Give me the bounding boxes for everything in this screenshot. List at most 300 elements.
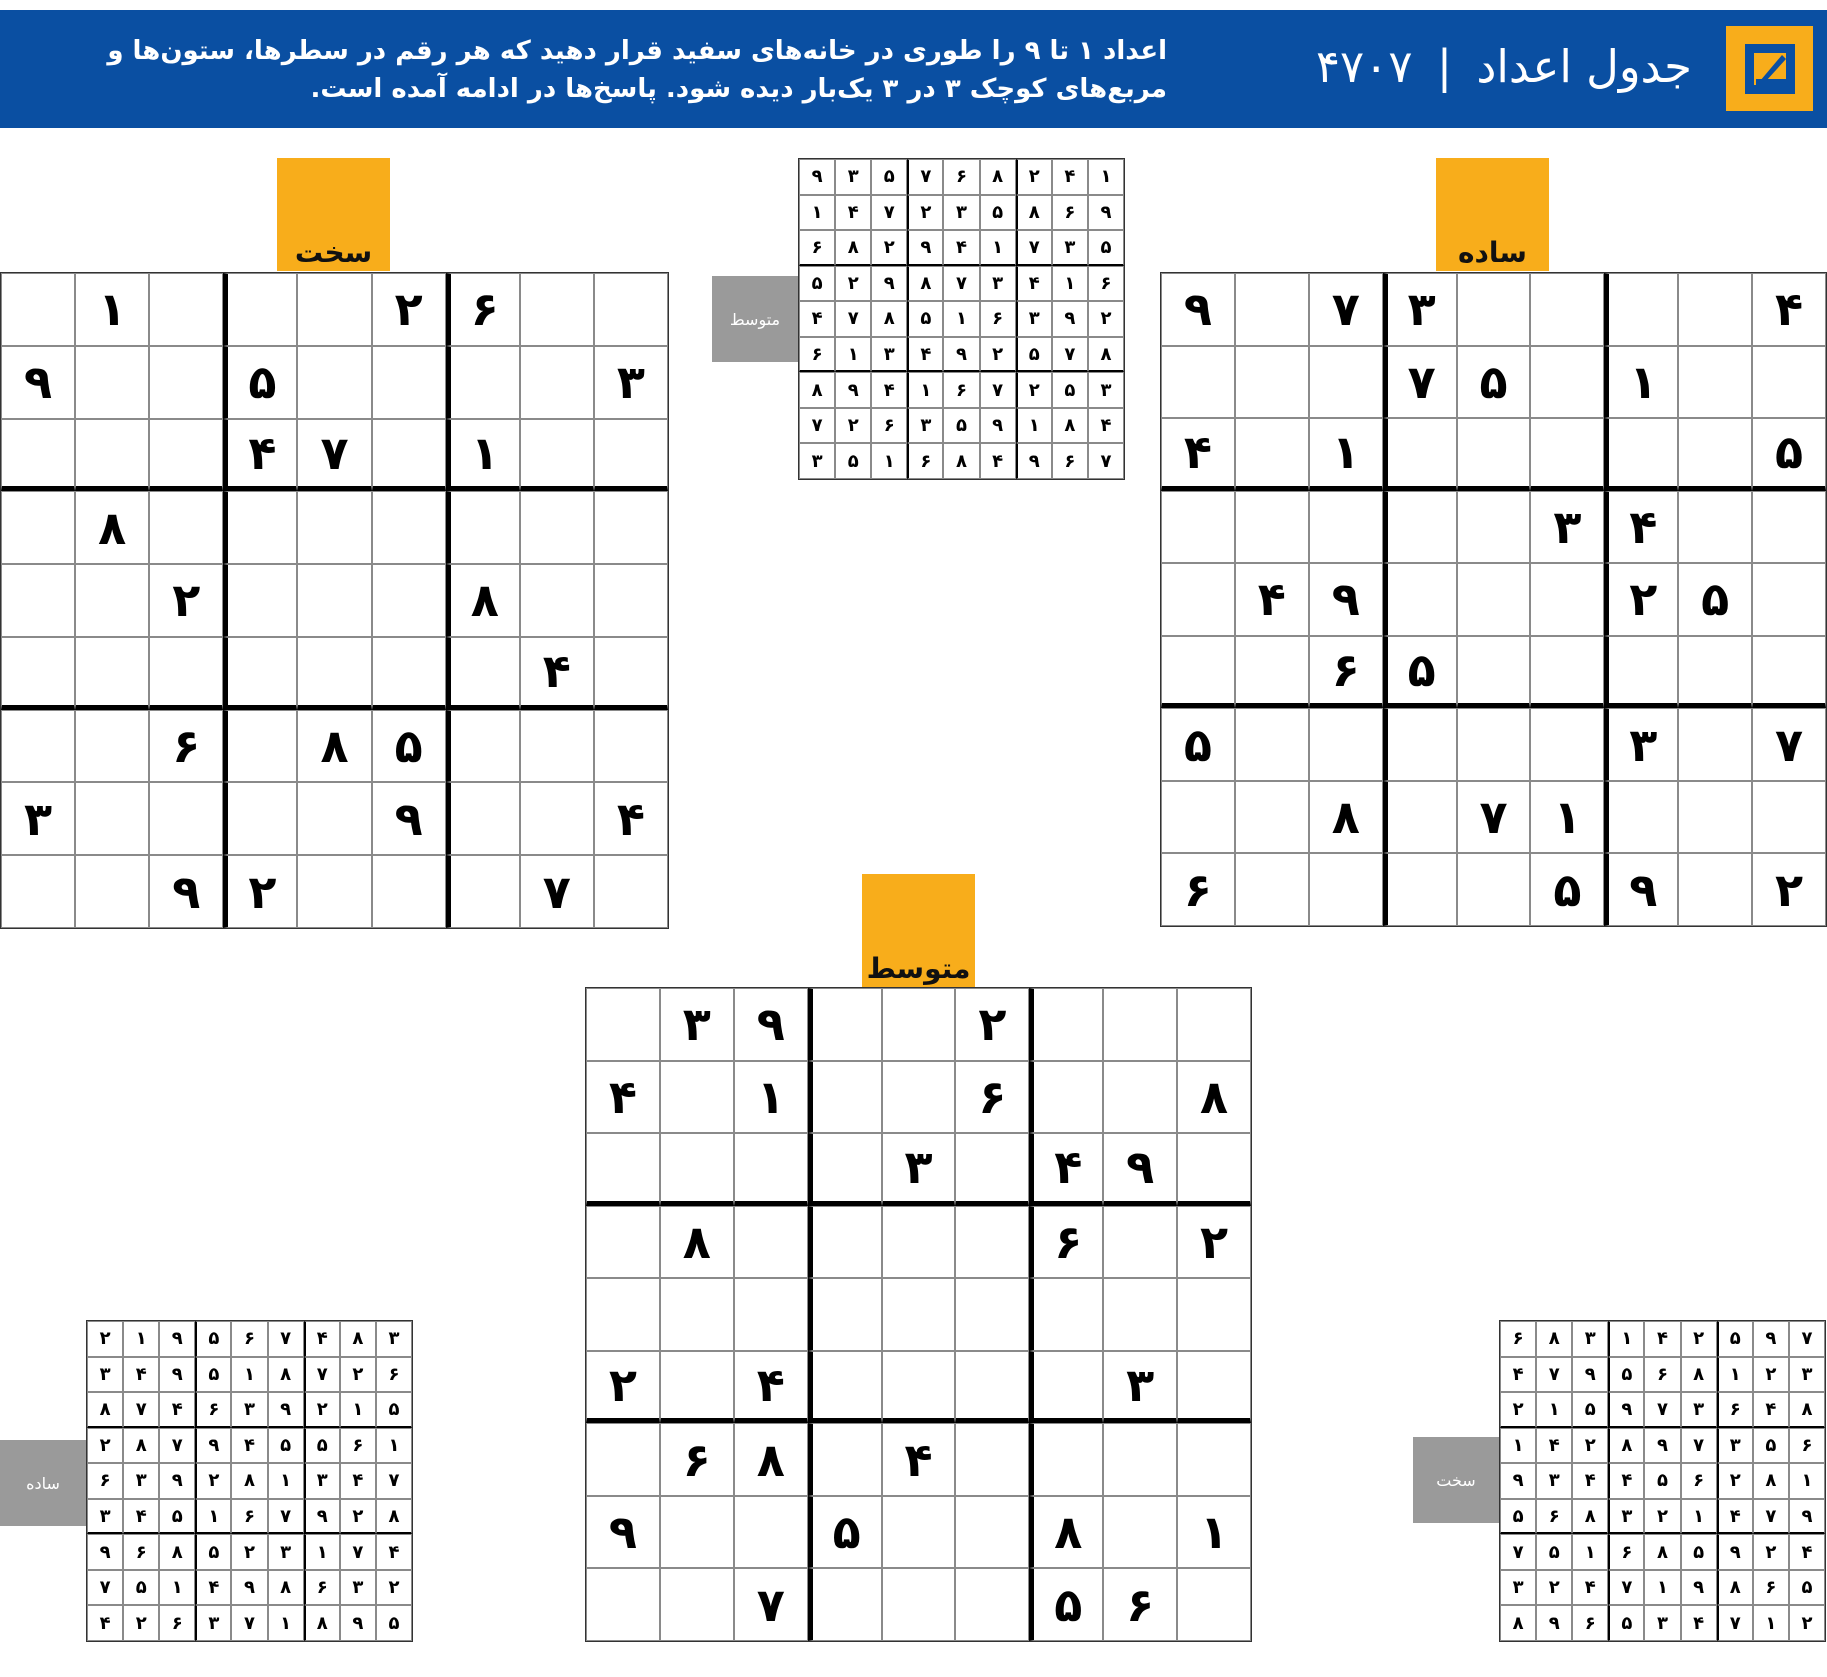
sudoku-cell xyxy=(1530,346,1604,419)
sudoku-cell: ۲ xyxy=(1753,1357,1789,1393)
sudoku-cell: ۸ xyxy=(980,159,1016,195)
sudoku-cell xyxy=(734,1278,808,1351)
sudoku-cell: ۶ xyxy=(1681,1463,1717,1499)
sudoku-cell: ۷ xyxy=(1717,1605,1753,1641)
title-text: جدول اعداد xyxy=(1476,40,1692,93)
sudoku-cell: ۶ xyxy=(943,159,979,195)
sudoku-cell: ۴ xyxy=(1500,1357,1536,1393)
sudoku-cell: ۲ xyxy=(1016,159,1052,195)
sudoku-cell: ۸ xyxy=(1177,1061,1251,1134)
sudoku-cell: ۱ xyxy=(799,195,835,231)
sudoku-cell: ۳ xyxy=(943,195,979,231)
sudoku-cell: ۵ xyxy=(123,1570,159,1606)
sudoku-cell: ۴ xyxy=(1235,563,1309,636)
sudoku-cell: ۴ xyxy=(1644,1321,1680,1357)
sudoku-cell: ۶ xyxy=(1753,1570,1789,1606)
sudoku-cell: ۲ xyxy=(1717,1463,1753,1499)
sudoku-cell xyxy=(1,491,75,564)
sudoku-cell xyxy=(223,564,297,637)
sudoku-cell: ۳ xyxy=(1383,273,1457,346)
sudoku-cell: ۴ xyxy=(223,419,297,492)
sudoku-cell: ۷ xyxy=(835,301,871,337)
sudoku-cell: ۴ xyxy=(1608,1463,1644,1499)
sudoku-cell: ۲ xyxy=(1500,1392,1536,1428)
sudoku-cell: ۷ xyxy=(1681,1428,1717,1464)
medium-puzzle-tab: متوسط xyxy=(862,874,975,987)
sudoku-cell xyxy=(1457,563,1531,636)
sudoku-cell: ۵ xyxy=(1789,1570,1825,1606)
hard-sudoku-grid xyxy=(0,272,669,929)
sudoku-cell: ۲ xyxy=(340,1499,376,1535)
sudoku-cell: ۷ xyxy=(907,159,943,195)
sudoku-cell xyxy=(1678,491,1752,564)
sudoku-cell: ۹ xyxy=(1604,853,1678,926)
sudoku-cell: ۲ xyxy=(1536,1570,1572,1606)
sudoku-cell xyxy=(882,1061,956,1134)
sudoku-cell: ۵ xyxy=(376,1605,412,1641)
sudoku-cell: ۳ xyxy=(268,1534,304,1570)
sudoku-cell: ۸ xyxy=(1500,1605,1536,1641)
sudoku-cell: ۹ xyxy=(1,346,75,419)
sudoku-cell: ۹ xyxy=(159,1463,195,1499)
sudoku-cell: ۹ xyxy=(304,1499,340,1535)
sudoku-cell: ۹ xyxy=(1309,563,1383,636)
sudoku-cell: ۵ xyxy=(159,1499,195,1535)
sudoku-cell xyxy=(446,637,520,710)
sudoku-cell: ۳ xyxy=(87,1499,123,1535)
sudoku-cell xyxy=(1383,563,1457,636)
sudoku-cell: ۹ xyxy=(835,372,871,408)
sudoku-cell xyxy=(149,637,223,710)
sudoku-cell: ۹ xyxy=(1644,1428,1680,1464)
sudoku-cell xyxy=(1457,418,1531,491)
sudoku-cell: ۲ xyxy=(1088,301,1124,337)
sudoku-cell: ۴ xyxy=(799,301,835,337)
sudoku-cell: ۱ xyxy=(1644,1570,1680,1606)
sudoku-cell: ۱ xyxy=(1717,1357,1753,1393)
sudoku-cell: ۷ xyxy=(1088,443,1124,479)
sudoku-cell: ۶ xyxy=(943,372,979,408)
sudoku-cell: ۷ xyxy=(1536,1357,1572,1393)
sudoku-cell: ۵ xyxy=(195,1321,231,1357)
sudoku-cell: ۲ xyxy=(871,230,907,266)
sudoku-cell: ۸ xyxy=(340,1321,376,1357)
sudoku-cell xyxy=(520,710,594,783)
sudoku-cell: ۲ xyxy=(955,988,1029,1061)
sudoku-cell xyxy=(1309,853,1383,926)
sudoku-cell: ۱ xyxy=(446,419,520,492)
sudoku-cell xyxy=(372,855,446,928)
sudoku-cell xyxy=(1752,563,1826,636)
sudoku-cell: ۵ xyxy=(871,159,907,195)
sudoku-cell: ۴ xyxy=(943,230,979,266)
sudoku-cell: ۳ xyxy=(1644,1605,1680,1641)
sudoku-cell: ۳ xyxy=(231,1392,267,1428)
sudoku-cell: ۶ xyxy=(1309,636,1383,709)
sudoku-cell xyxy=(446,855,520,928)
sudoku-cell xyxy=(297,491,371,564)
sudoku-cell: ۸ xyxy=(446,564,520,637)
sudoku-cell xyxy=(1235,273,1309,346)
easy-solution-tab: ساده xyxy=(0,1440,86,1526)
sudoku-cell: ۴ xyxy=(980,443,1016,479)
sudoku-cell: ۹ xyxy=(149,855,223,928)
sudoku-cell: ۵ xyxy=(1457,346,1531,419)
sudoku-cell xyxy=(75,710,149,783)
sudoku-cell: ۵ xyxy=(1608,1605,1644,1641)
sudoku-cell xyxy=(955,1568,1029,1641)
sudoku-cell xyxy=(1029,1061,1103,1134)
sudoku-cell xyxy=(594,710,668,783)
sudoku-cell: ۲ xyxy=(87,1321,123,1357)
sudoku-cell xyxy=(297,855,371,928)
sudoku-cell xyxy=(372,346,446,419)
sudoku-cell: ۳ xyxy=(195,1605,231,1641)
sudoku-cell xyxy=(1383,491,1457,564)
sudoku-cell xyxy=(1530,708,1604,781)
sudoku-cell: ۸ xyxy=(943,443,979,479)
sudoku-cell: ۴ xyxy=(1681,1605,1717,1641)
sudoku-cell xyxy=(1457,273,1531,346)
sudoku-cell xyxy=(1309,346,1383,419)
sudoku-cell: ۱ xyxy=(268,1605,304,1641)
sudoku-cell xyxy=(1752,636,1826,709)
sudoku-cell: ۵ xyxy=(808,1496,882,1569)
sudoku-cell xyxy=(594,419,668,492)
sudoku-cell xyxy=(1161,346,1235,419)
sudoku-cell: ۹ xyxy=(195,1428,231,1464)
sudoku-cell xyxy=(808,1061,882,1134)
sudoku-cell xyxy=(1,637,75,710)
sudoku-cell: ۶ xyxy=(1608,1534,1644,1570)
sudoku-cell xyxy=(1177,1133,1251,1206)
sudoku-cell: ۴ xyxy=(1789,1534,1825,1570)
sudoku-cell: ۷ xyxy=(340,1534,376,1570)
sudoku-cell: ۴ xyxy=(304,1321,340,1357)
sudoku-cell: ۷ xyxy=(1457,781,1531,854)
sudoku-cell: ۴ xyxy=(1029,1133,1103,1206)
sudoku-cell: ۳ xyxy=(660,988,734,1061)
sudoku-cell xyxy=(594,273,668,346)
sudoku-cell: ۵ xyxy=(1161,708,1235,781)
sudoku-cell: ۷ xyxy=(268,1499,304,1535)
sudoku-cell: ۹ xyxy=(1103,1133,1177,1206)
sudoku-cell: ۸ xyxy=(871,301,907,337)
sudoku-cell xyxy=(1235,346,1309,419)
sudoku-cell: ۳ xyxy=(1681,1392,1717,1428)
sudoku-cell: ۸ xyxy=(799,372,835,408)
sudoku-cell: ۹ xyxy=(1753,1321,1789,1357)
sudoku-cell xyxy=(1235,708,1309,781)
sudoku-cell: ۵ xyxy=(1029,1568,1103,1641)
sudoku-cell: ۵ xyxy=(1383,636,1457,709)
sudoku-cell xyxy=(1309,491,1383,564)
sudoku-cell: ۶ xyxy=(980,301,1016,337)
sudoku-cell xyxy=(1177,1351,1251,1424)
sudoku-cell: ۶ xyxy=(123,1534,159,1570)
sudoku-cell xyxy=(1,564,75,637)
sudoku-cell xyxy=(586,1206,660,1279)
sudoku-cell: ۳ xyxy=(1088,372,1124,408)
sudoku-cell xyxy=(660,1278,734,1351)
sudoku-cell xyxy=(594,564,668,637)
sudoku-cell: ۱ xyxy=(159,1570,195,1606)
sudoku-cell xyxy=(520,419,594,492)
sudoku-cell: ۹ xyxy=(1789,1499,1825,1535)
easy-sudoku-grid xyxy=(1160,272,1827,927)
sudoku-cell: ۸ xyxy=(1681,1357,1717,1393)
sudoku-cell xyxy=(1235,491,1309,564)
instructions-text: اعداد ۱ تا ۹ را طوری در خانه‌های سفید قرار دهید که هر رقم در سطرها، ستون‌ها و مربع‌های کوچک ۳ در ۳ یک‌بار دیده شود. پاسخ‌ها در ادامه آمده است. xyxy=(107,36,1167,104)
issue-number: ۴۷۰۷ xyxy=(1315,40,1413,93)
sudoku-cell xyxy=(223,491,297,564)
hard-puzzle-tab: سخت xyxy=(277,158,390,271)
sudoku-cell: ۳ xyxy=(1572,1321,1608,1357)
sudoku-cell: ۶ xyxy=(1103,1568,1177,1641)
sudoku-cell: ۷ xyxy=(1789,1321,1825,1357)
sudoku-cell: ۷ xyxy=(1753,1499,1789,1535)
sudoku-cell: ۶ xyxy=(1161,853,1235,926)
sudoku-cell xyxy=(955,1423,1029,1496)
sudoku-cell xyxy=(1457,636,1531,709)
sudoku-cell xyxy=(882,1568,956,1641)
sudoku-cell: ۲ xyxy=(1016,372,1052,408)
sudoku-cell: ۱ xyxy=(1530,781,1604,854)
sudoku-cell: ۵ xyxy=(223,346,297,419)
sudoku-cell xyxy=(808,988,882,1061)
sudoku-cell: ۷ xyxy=(943,266,979,302)
sudoku-cell: ۲ xyxy=(907,195,943,231)
sudoku-cell: ۵ xyxy=(1530,853,1604,926)
sudoku-cell: ۴ xyxy=(907,337,943,373)
sudoku-cell: ۵ xyxy=(195,1534,231,1570)
sudoku-cell: ۹ xyxy=(1016,443,1052,479)
sudoku-cell: ۲ xyxy=(304,1392,340,1428)
sudoku-cell xyxy=(808,1278,882,1351)
sudoku-cell: ۲ xyxy=(1753,1534,1789,1570)
sudoku-cell xyxy=(1383,418,1457,491)
sudoku-cell: ۴ xyxy=(159,1392,195,1428)
sudoku-cell: ۱ xyxy=(1016,408,1052,444)
sudoku-cell: ۳ xyxy=(799,443,835,479)
sudoku-cell: ۳ xyxy=(835,159,871,195)
sudoku-cell: ۳ xyxy=(1,782,75,855)
sudoku-cell: ۴ xyxy=(520,637,594,710)
sudoku-cell: ۵ xyxy=(1572,1392,1608,1428)
sudoku-cell: ۷ xyxy=(376,1463,412,1499)
sudoku-cell: ۲ xyxy=(123,1605,159,1641)
sudoku-cell xyxy=(594,491,668,564)
sudoku-cell: ۴ xyxy=(340,1463,376,1499)
sudoku-cell xyxy=(75,564,149,637)
sudoku-cell: ۶ xyxy=(1052,443,1088,479)
sudoku-cell: ۸ xyxy=(1789,1392,1825,1428)
sudoku-cell: ۵ xyxy=(1753,1428,1789,1464)
sudoku-cell xyxy=(223,273,297,346)
sudoku-cell: ۴ xyxy=(87,1605,123,1641)
sudoku-cell: ۳ xyxy=(1608,1499,1644,1535)
sudoku-cell: ۲ xyxy=(149,564,223,637)
sudoku-cell: ۹ xyxy=(980,408,1016,444)
sudoku-cell xyxy=(372,491,446,564)
sudoku-cell: ۷ xyxy=(1016,230,1052,266)
sudoku-cell: ۳ xyxy=(980,266,1016,302)
sudoku-cell: ۴ xyxy=(835,195,871,231)
sudoku-cell: ۸ xyxy=(835,230,871,266)
sudoku-cell: ۴ xyxy=(1572,1463,1608,1499)
sudoku-cell xyxy=(1604,636,1678,709)
sudoku-cell: ۸ xyxy=(75,491,149,564)
sudoku-cell xyxy=(955,1496,1029,1569)
sudoku-cell: ۳ xyxy=(1103,1351,1177,1424)
sudoku-cell: ۹ xyxy=(1572,1357,1608,1393)
sudoku-cell: ۷ xyxy=(87,1570,123,1606)
sudoku-cell: ۸ xyxy=(1753,1463,1789,1499)
sudoku-cell: ۲ xyxy=(1572,1428,1608,1464)
sudoku-cell xyxy=(1161,491,1235,564)
sudoku-cell: ۷ xyxy=(1383,346,1457,419)
sudoku-cell: ۱ xyxy=(1536,1392,1572,1428)
hard-solution-tab: سخت xyxy=(1413,1437,1499,1523)
sudoku-cell: ۲ xyxy=(372,273,446,346)
sudoku-cell: ۸ xyxy=(123,1428,159,1464)
hard-solution-grid xyxy=(1499,1320,1826,1642)
sudoku-cell: ۷ xyxy=(871,195,907,231)
sudoku-cell: ۵ xyxy=(1016,337,1052,373)
sudoku-cell: ۲ xyxy=(1789,1605,1825,1641)
sudoku-cell: ۲ xyxy=(1752,853,1826,926)
sudoku-cell: ۳ xyxy=(871,337,907,373)
sudoku-cell xyxy=(660,1061,734,1134)
header-bar xyxy=(0,10,1827,128)
sudoku-cell xyxy=(1103,1423,1177,1496)
sudoku-cell: ۳ xyxy=(1530,491,1604,564)
sudoku-cell: ۳ xyxy=(594,346,668,419)
sudoku-cell: ۶ xyxy=(149,710,223,783)
sudoku-cell xyxy=(594,855,668,928)
sudoku-cell: ۸ xyxy=(660,1206,734,1279)
sudoku-cell xyxy=(1103,1206,1177,1279)
sudoku-cell: ۴ xyxy=(1536,1428,1572,1464)
sudoku-cell xyxy=(520,782,594,855)
sudoku-cell: ۷ xyxy=(1309,273,1383,346)
sudoku-cell: ۲ xyxy=(1644,1499,1680,1535)
sudoku-cell: ۶ xyxy=(376,1357,412,1393)
sudoku-cell xyxy=(734,1133,808,1206)
sudoku-cell xyxy=(520,564,594,637)
sudoku-cell: ۱ xyxy=(734,1061,808,1134)
sudoku-cell: ۱ xyxy=(304,1534,340,1570)
sudoku-cell: ۹ xyxy=(372,782,446,855)
sudoku-cell: ۴ xyxy=(871,372,907,408)
sudoku-cell xyxy=(1678,781,1752,854)
sudoku-cell: ۹ xyxy=(1681,1570,1717,1606)
sudoku-cell: ۳ xyxy=(1789,1357,1825,1393)
sudoku-cell: ۸ xyxy=(1644,1534,1680,1570)
sudoku-cell: ۶ xyxy=(1717,1392,1753,1428)
sudoku-cell xyxy=(75,346,149,419)
sudoku-cell: ۸ xyxy=(1052,408,1088,444)
sudoku-cell: ۳ xyxy=(340,1570,376,1606)
sudoku-cell: ۶ xyxy=(195,1392,231,1428)
sudoku-cell: ۲ xyxy=(980,337,1016,373)
title-separator: | xyxy=(1436,40,1452,93)
sudoku-cell: ۶ xyxy=(799,337,835,373)
sudoku-cell xyxy=(660,1351,734,1424)
sudoku-cell: ۱ xyxy=(1604,346,1678,419)
sudoku-cell xyxy=(1752,491,1826,564)
sudoku-cell: ۳ xyxy=(1604,708,1678,781)
sudoku-cell xyxy=(1029,1278,1103,1351)
sudoku-cell: ۳ xyxy=(907,408,943,444)
sudoku-cell xyxy=(1678,346,1752,419)
sudoku-cell: ۹ xyxy=(1536,1605,1572,1641)
sudoku-cell: ۴ xyxy=(1717,1499,1753,1535)
sudoku-cell: ۴ xyxy=(1052,159,1088,195)
sudoku-cell: ۶ xyxy=(304,1570,340,1606)
sudoku-cell xyxy=(1,419,75,492)
sudoku-cell xyxy=(808,1351,882,1424)
sudoku-cell: ۳ xyxy=(87,1357,123,1393)
sudoku-cell: ۴ xyxy=(1016,266,1052,302)
sudoku-cell: ۷ xyxy=(304,1357,340,1393)
sudoku-cell xyxy=(1177,1568,1251,1641)
sudoku-cell: ۶ xyxy=(1052,195,1088,231)
sudoku-cell: ۶ xyxy=(340,1428,376,1464)
sudoku-cell xyxy=(1309,708,1383,781)
sudoku-cell: ۶ xyxy=(871,408,907,444)
sudoku-cell: ۹ xyxy=(1608,1392,1644,1428)
sudoku-cell xyxy=(372,419,446,492)
sudoku-cell: ۳ xyxy=(123,1463,159,1499)
sudoku-cell xyxy=(1604,418,1678,491)
sudoku-cell: ۵ xyxy=(1717,1321,1753,1357)
sudoku-cell: ۲ xyxy=(586,1351,660,1424)
sudoku-cell: ۸ xyxy=(376,1499,412,1535)
sudoku-cell: ۵ xyxy=(1052,372,1088,408)
sudoku-cell: ۴ xyxy=(1752,273,1826,346)
sudoku-cell: ۶ xyxy=(1029,1206,1103,1279)
sudoku-cell xyxy=(1530,418,1604,491)
sudoku-cell: ۱ xyxy=(340,1392,376,1428)
sudoku-cell: ۹ xyxy=(871,266,907,302)
sudoku-cell: ۱ xyxy=(1309,418,1383,491)
sudoku-cell: ۸ xyxy=(304,1605,340,1641)
sudoku-cell xyxy=(586,1278,660,1351)
sudoku-cell xyxy=(297,564,371,637)
sudoku-cell: ۷ xyxy=(980,372,1016,408)
sudoku-cell xyxy=(955,1278,1029,1351)
sudoku-cell: ۹ xyxy=(907,230,943,266)
sudoku-cell: ۲ xyxy=(835,266,871,302)
sudoku-cell: ۱ xyxy=(1681,1499,1717,1535)
sudoku-cell xyxy=(660,1568,734,1641)
sudoku-cell xyxy=(1103,988,1177,1061)
sudoku-cell xyxy=(1457,491,1531,564)
sudoku-cell xyxy=(1604,781,1678,854)
sudoku-cell: ۷ xyxy=(1052,337,1088,373)
sudoku-cell xyxy=(446,491,520,564)
sudoku-cell: ۵ xyxy=(195,1357,231,1393)
sudoku-cell: ۸ xyxy=(1016,195,1052,231)
sudoku-cell: ۴ xyxy=(123,1357,159,1393)
sudoku-cell: ۱ xyxy=(1753,1605,1789,1641)
sudoku-cell: ۳ xyxy=(1536,1463,1572,1499)
sudoku-cell xyxy=(594,637,668,710)
sudoku-cell: ۱ xyxy=(907,372,943,408)
sudoku-cell xyxy=(1177,1423,1251,1496)
sudoku-cell: ۷ xyxy=(159,1428,195,1464)
